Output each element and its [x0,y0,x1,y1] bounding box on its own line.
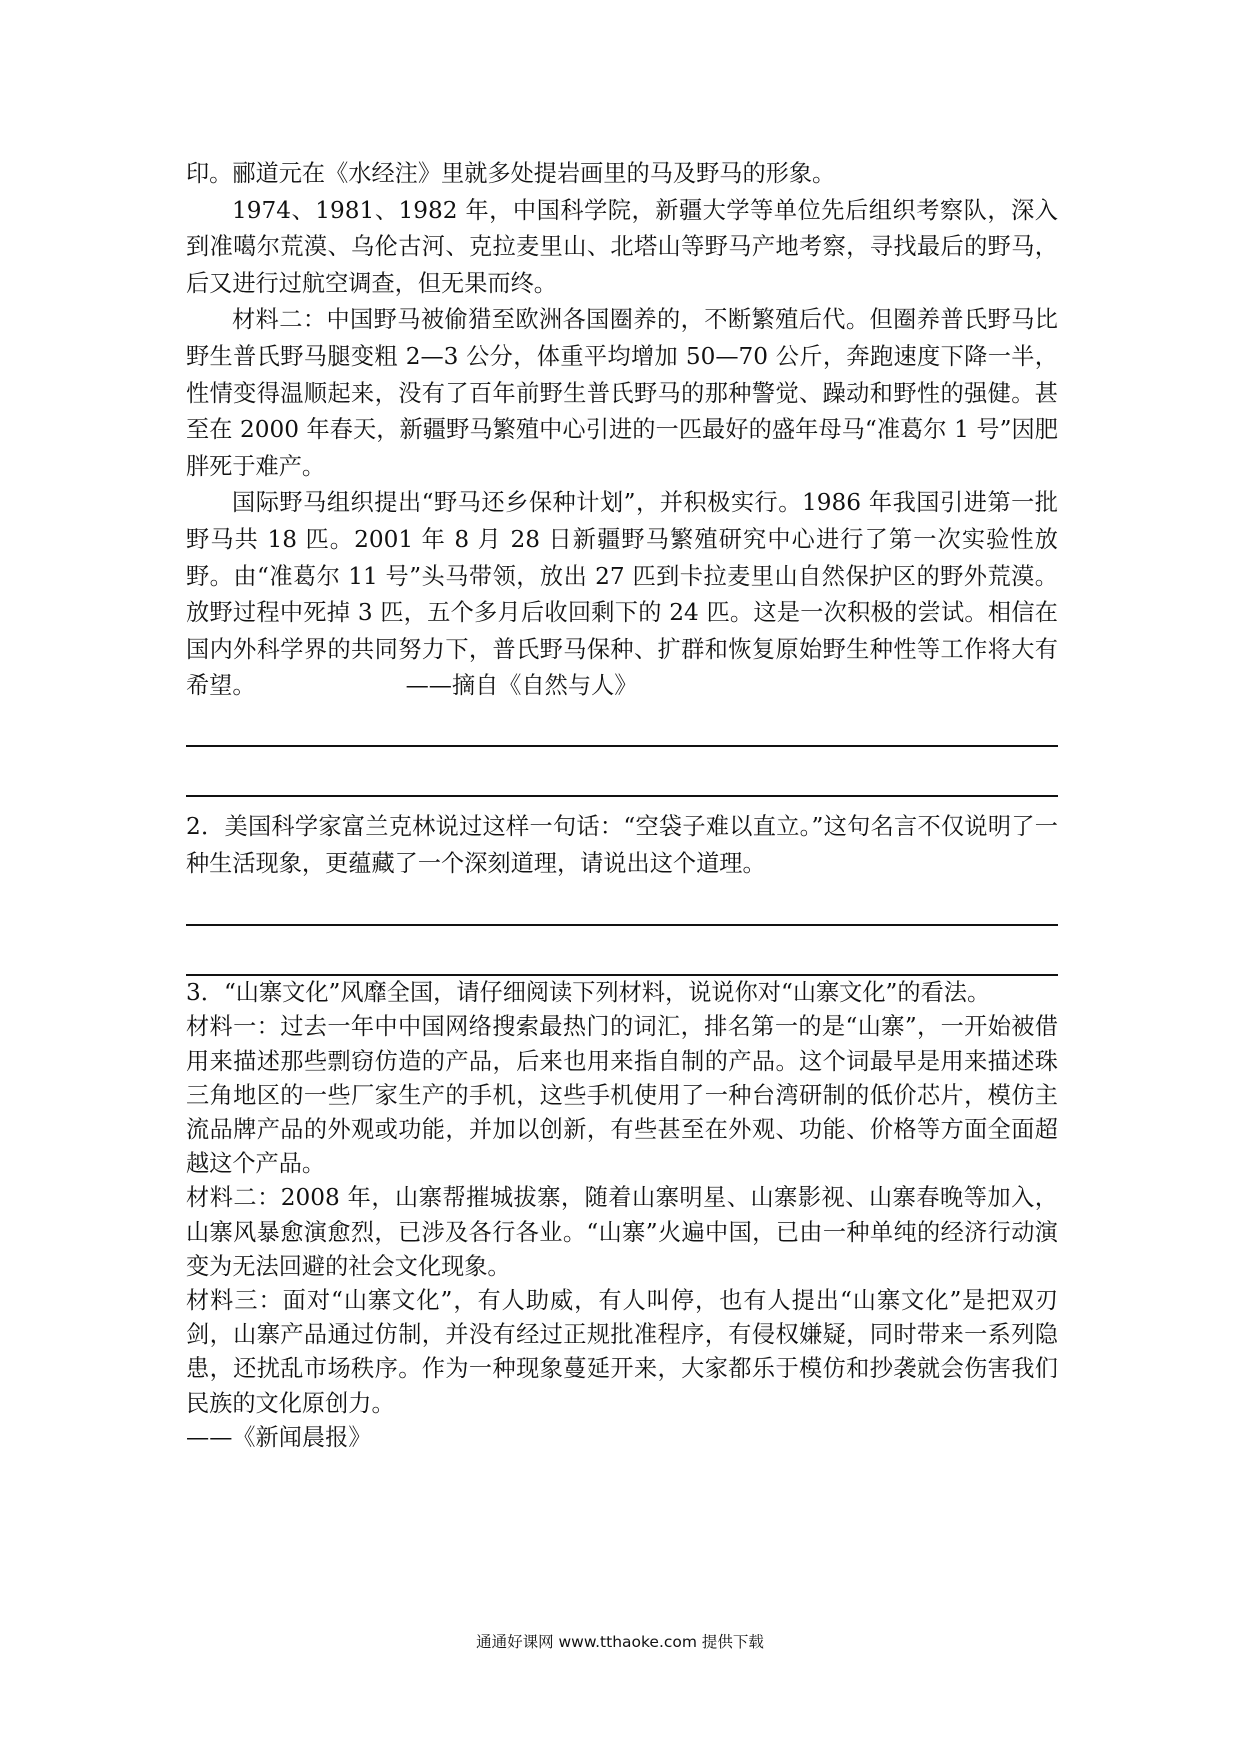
page-footer: 通通好课网 www.tthaoke.com 提供下载 [476,1633,764,1651]
answer-line-2[interactable] [186,795,1058,797]
passage-paragraph-3 [186,485,1058,705]
passage-paragraph-0: 印。郦道元在《水经注》里就多处提岩画里的马及野马的形象。 [186,160,836,187]
question-3-material-1: 材料一：过去一年中中国网络搜索最热门的词汇，排名第一的是“山寨”，一开始被借用来描述那些剽窃仿造的产品，后来也用来指自制的产品。这个词最早是用来描述珠三角地区的一些厂家生产的手机，这些手机使用了一种台湾研制的低价芯片，模仿主流品牌产品的外观或功能，并加以创新，有些甚至在外观、功能、价格等方面全面超越这个产品。 [186,1013,1058,1178]
passage-paragraph-3-text: 国际野马组织提出“野马还乡保种计划”，并积极实行。1986 年我国引进第一批野马共 18 匹。2001 年 8 月 28 日新疆野马繁殖研究中心进行了第一次实验性放野。由“准葛尔 11 号”头马带领，放出 27 匹到卡拉麦里山自然保护区的野外荒漠。放野过程中死掉 3 匹，五个多月后收回剩下的 24 匹。这是一次积极的尝试。相信在国内外科学界的共同努力下，普氏野马保种、扩群和恢复原始野生种性等工作将大有希望。 [186,489,1058,700]
question-3-source: ——《新闻晨报》 [186,1423,372,1451]
question-3-material-3: 材料三：面对“山寨文化”，有人助威，有人叫停，也有人提出“山寨文化”是把双刃剑，山寨产品通过仿制，并没有经过正规批准程序，有侵权嫌疑，同时带来一系列隐患，还扰乱市场秩序。作为一种现象蔓延开来，大家都乐于模仿和抄袭就会伤害我们民族的文化原创力。 [186,1286,1058,1417]
question-2: 2．美国科学家富兰克林说过这样一句话：“空袋子难以直立。”这句名言不仅说明了一种生活现象，更蕴藏了一个深刻道理，请说出这个道理。 [186,812,1058,877]
question-3-material-2: 材料二：2008 年，山寨帮摧城拔寨，随着山寨明星、山寨影视、山寨春晚等加入，山寨风暴愈演愈烈，已涉及各行各业。“山寨”火遍中国，已由一种单纯的经济行动演变为无法回避的社会文化现象。 [186,1184,1058,1280]
answer-line-3[interactable] [186,924,1058,926]
passage-paragraph-1: 1974、1981、1982 年，中国科学院，新疆大学等单位先后组织考察队，深入到准噶尔荒漠、乌伦古河、克拉麦里山、北塔山等野马产地考察，寻找最后的野马，后又进行过航空调查，但无果而终。 [186,196,1058,297]
page-content [186,156,1058,1455]
passage-paragraph-2: 材料二：中国野马被偷猎至欧洲各国圈养的，不断繁殖后代。但圈养普氏野马比野生普氏野马腿变粗 2—3 公分，体重平均增加 50—70 公斤，奔跑速度下降一半，性情变得温顺起来，没有了百年前野生普氏野马的那种警觉、躁动和野性的强健。甚至在 2000 年春天，新疆野马繁殖中心引进的一匹最好的盛年母马“准葛尔 1 号”因肥胖死于难产。 [186,306,1058,480]
passage-source: ——摘自《自然与人》 [405,672,638,700]
answer-line-1[interactable] [186,745,1058,747]
question-3-prompt: 3．“山寨文化”风靡全国，请仔细阅读下列材料，说说你对“山寨文化”的看法。 [186,979,991,1007]
